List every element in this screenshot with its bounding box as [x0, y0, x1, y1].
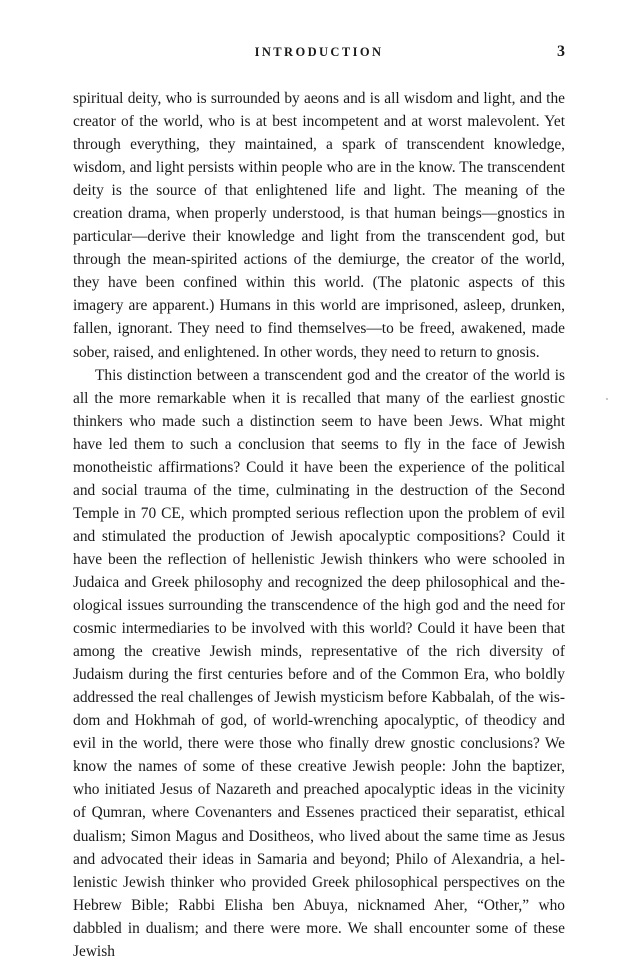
paragraph-distinction: This distinction between a transcendent god and the creator of the world is all the more remarkable when it is recalled that many of the earliest gnostic thinkers who made such a distinction seem to have been Jews. What might have led them to such a conclusion that seems to fly in the face of Jewish monotheistic affirmations? Could it have been the experience of the political and social trauma of the time, culminating in the destruction of the Second Temple in 70 CE, which prompted serious reflection upon the problem of evil and stimulated the production of Jewish apocalyptic compositions? Could it have been the reflection of hellenistic Jewish thinkers who were schooled in Judaica and Greek philosophy and recognized the deep philosophical and theological issues surrounding the transcendence of the high god and the need for cosmic intermediaries to be involved with this world? Could it have been that among the creative Jewish minds, representative of the rich diversity of Judaism during the first centuries before and of the Common Era, who boldly addressed the real challenges of Jewish mysticism before Kabbalah, of the wisdom and Hokhmah of god, of world-wrenching apocalyptic, of theodicy and evil in the world, there were those who finally drew gnostic conclusions? We know the names of some of these creative Jewish people: John the baptizer, who initiated Jesus of Nazareth and preached apocalyptic ideas in the vicinity of Qumran, where Covenanters and Essenes practiced their separatist, ethical dualism; Simon Magus and Dositheos, who lived about the same time as Jesus and advocated their ideas in Samaria and beyond; Philo of Alexandria, a hellenistic Jewish thinker who provided Greek philosophical perspectives on the Hebrew Bible; Rabbi Elisha ben Abuya, nicknamed Aher, “Other,” who dabbled in dualism; and there were more. We shall encounter some of these Jewish — [73, 366, 565, 960]
page-number: 3 — [557, 43, 565, 60]
body-text — [73, 87, 565, 963]
running-head — [73, 42, 565, 66]
running-title: INTRODUCTION — [254, 45, 384, 59]
margin-mark — [606, 398, 608, 400]
paragraph-continued: spiritual deity, who is surrounded by aeons and is all wisdom and light, and the creator of the world, who is at best incompetent and at worst malevolent. Yet through everything, they maintained, a spark of transcendent knowledge, wisdom, and light persists within people who are in the know. The transcendent deity is the source of that enlightened life and light. The meaning of the creation drama, when properly understood, is that human beings—gnostics in particular—derive their knowledge and light from the transcendent god, but through the mean-spirited actions of the demiurge, the creator of the world, they have been confined within this world. (The platonic aspects of this imagery are apparent.) Humans in this world are imprisoned, asleep, drunken, fallen, ignorant. They need to find themselves—to be freed, awakened, made sober, raised, and enlightened. In other words, they need to return to gnosis. — [73, 90, 565, 361]
